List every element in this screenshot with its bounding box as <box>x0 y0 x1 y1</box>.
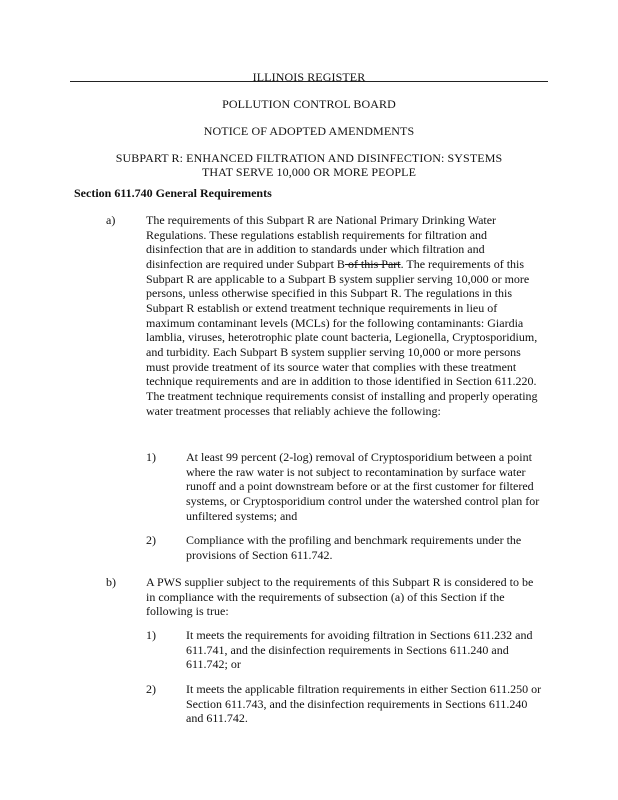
text-line: where the raw water is not subject to recontamination by surface water <box>186 464 526 479</box>
text-line: systems, or Cryptosporidium control under the watershed control plan for <box>186 493 540 508</box>
item-b2-text <box>186 682 541 726</box>
item-b-label: b) <box>106 575 116 589</box>
section-title: Section 611.740 General Requirements <box>74 186 272 200</box>
text-line: The requirements of this Subpart R are National Primary Drinking Water <box>146 213 497 227</box>
text-line: and 611.742. <box>186 711 248 726</box>
text-line: 611.741, and the disinfection requirements in Sections 611.240 and <box>186 642 509 657</box>
text-line: must provide treatment of its source water that complies with these treatment <box>146 359 517 374</box>
text-line: It meets the requirements for avoiding filtration in Sections 611.232 and <box>186 628 533 642</box>
text-line <box>146 257 538 272</box>
item-a-label: a) <box>106 213 116 227</box>
subpart-heading-line-1: SUBPART R: ENHANCED FILTRATION AND DISINFECTION: SYSTEMS <box>115 151 503 165</box>
text-line: The treatment technique requirements consist of installing and properly operating <box>146 388 538 403</box>
item-b-text <box>146 575 533 619</box>
text-line: 611.742; or <box>186 657 241 672</box>
text-line: and turbidity. Each Subpart B system supplier serving 10,000 or more persons <box>146 344 521 359</box>
text-line: At least 99 percent (2-log) removal of Cryptosporidium between a point <box>186 450 532 464</box>
subpart-heading <box>0 151 618 179</box>
text-line: following is true: <box>146 604 229 619</box>
item-b2-label: 2) <box>146 682 156 696</box>
notice-header: NOTICE OF ADOPTED AMENDMENTS <box>203 124 415 138</box>
item-a1-label: 1) <box>146 450 156 464</box>
text-line: Subpart R establish or extend treatment technique requirements in lieu of <box>146 300 498 315</box>
text-line: Regulations. These regulations establish requirements for filtration and <box>146 227 488 242</box>
subpart-heading-line-2: THAT SERVE 10,000 OR MORE PEOPLE <box>201 165 417 179</box>
register-header: ILLINOIS REGISTER <box>252 70 366 84</box>
text-segment: . The requirements of this <box>400 256 525 271</box>
text-segment: disinfection are required under Subpart B <box>146 256 345 271</box>
item-b1-text <box>186 628 532 672</box>
text-line: water treatment processes that reliably achieve the following: <box>146 403 441 418</box>
text-line: Subpart R are applicable to a Subpart B system supplier serving 10,000 or more <box>146 271 530 286</box>
struck-text: of this Part <box>344 256 401 271</box>
text-line: It meets the applicable filtration requirements in either Section 611.250 or <box>186 682 542 696</box>
text-line: runoff and a point downstream before or at the first customer for filtered <box>186 479 534 494</box>
text-line: disinfection that are in addition to standards under which filtration and <box>146 242 485 257</box>
text-line: unfiltered systems; and <box>186 508 298 523</box>
text-line: in compliance with the requirements of subsection (a) of this Section if the <box>146 589 505 604</box>
item-a-text <box>146 213 538 418</box>
text-line: persons, unless otherwise specified in this Subpart R. The regulations in this <box>146 286 513 301</box>
item-a2-label: 2) <box>146 533 156 547</box>
item-a2-text <box>186 533 521 562</box>
text-line: Section 611.743, and the disinfection requirements in Sections 611.240 <box>186 696 528 711</box>
item-a1-text <box>186 450 539 523</box>
text-line: provisions of Section 611.742. <box>186 547 333 562</box>
text-line: lamblia, viruses, heterotrophic plate count bacteria, Legionella, Cryptosporidium, <box>146 330 538 345</box>
text-line: A PWS supplier subject to the requirements of this Subpart R is considered to be <box>146 575 534 589</box>
header-rule <box>70 81 548 82</box>
text-line: maximum contaminant levels (MCLs) for the following contaminants: Giardia <box>146 315 524 330</box>
item-b1-label: 1) <box>146 628 156 642</box>
text-line: technique requirements and are in addition to those identified in Section 611.220. <box>146 374 537 389</box>
board-header: POLLUTION CONTROL BOARD <box>222 97 396 111</box>
text-line: Compliance with the profiling and benchmark requirements under the <box>186 533 522 547</box>
